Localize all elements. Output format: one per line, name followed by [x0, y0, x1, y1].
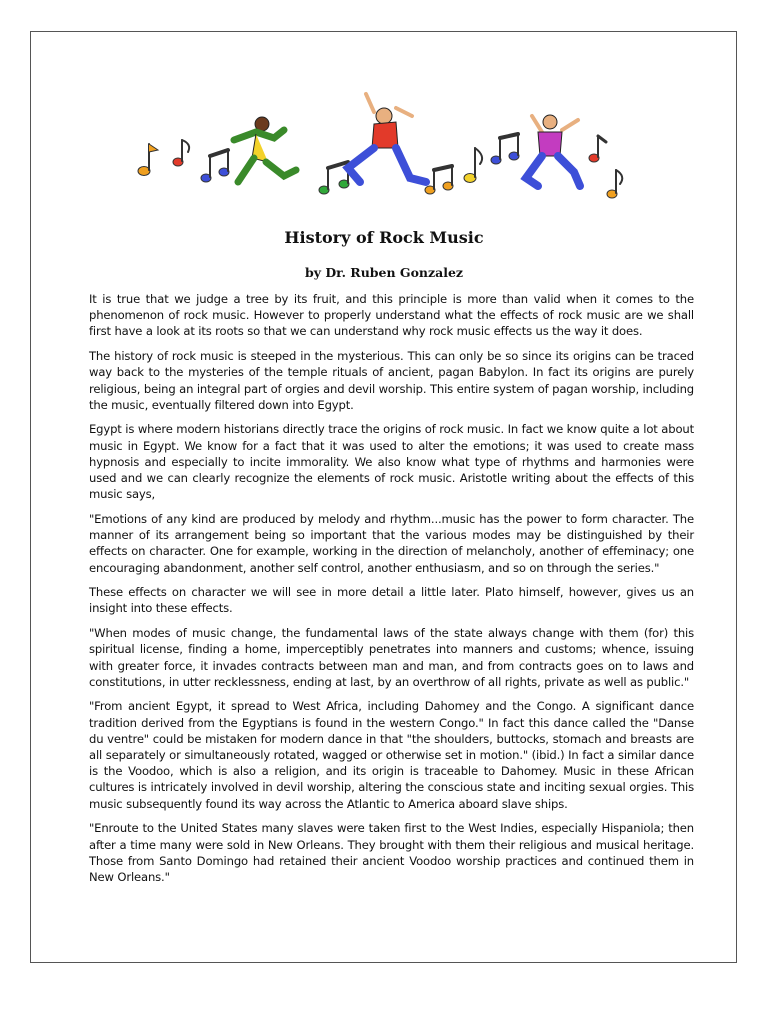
paragraph: These effects on character we will see in more detail a little later. Plato himself, however, gives us an insight into these effects. [89, 585, 694, 616]
document-body [89, 291, 694, 894]
paragraph: "Enroute to the United States many slaves were taken first to the West Indies, especially Hispaniola; then after a time many were sold in New Orleans. They brought with them their religious and musical heritage. Those from Santo Domingo had retained their ancient Voodoo worship practices and continued them in New Orleans." [89, 821, 694, 884]
paragraph: It is true that we judge a tree by its fruit, and this principle is more than valid when it comes to the phenomenon of rock music. However to properly understand what the effects of rock music are we shall first have a look at its roots so that we can understand why rock music effects us the way it does. [89, 292, 694, 339]
note-3 [201, 150, 229, 182]
note-1 [138, 144, 158, 176]
note-6 [464, 148, 482, 183]
note-2 [173, 140, 189, 166]
document-byline: by Dr. Ruben Gonzalez [304, 265, 464, 280]
dancer-2 [348, 94, 426, 182]
paragraph: The history of rock music is steeped in the mysterious. This can only be so since its origins can be traced way back to the mysteries of the temple rituals of ancient, pagan Babylon. In fact its origins are purely religious, being an integral part of orgies and devil worship. This entire system of pagan worship, including the music, eventually filtered down into Egypt. [89, 349, 694, 412]
paragraph: Egypt is where modern historians directly trace the origins of rock music. In fact we know quite a lot about music in Egypt. We know for a fact that it was used to alter the emotions; it was used to create mass hypnosis and especially to incite immorality. We also know what type of rhythms and harmonies were used and we can clearly recognize the elements of rock music. Aristotle writing about the effects of this music says, [89, 422, 694, 502]
note-9 [607, 170, 622, 198]
dancer-1 [234, 117, 296, 182]
note-7 [491, 134, 519, 164]
dancer-3 [526, 115, 580, 186]
paragraph: "When modes of music change, the fundamental laws of the state always change with them (for) this spiritual license, finding a home, imperceptibly penetrates into manners and customs; whence, issuing with greater force, it invades contracts between man and man, and from contracts goes on to laws and constitutions, in utter recklessness, ending at last, by an overthrow of all rights, private as well as public." [89, 626, 694, 689]
dancing-music-notes-icon [134, 86, 638, 202]
document-title: History of Rock Music [284, 228, 484, 247]
paragraph: "Emotions of any kind are produced by melody and rhythm...music has the power to form character. The manner of its arrangement being so important that the various modes may be distinguished by their effects on character. One for example, working in the direction of melancholy, another of effeminacy; one encouraging abandonment, another self control, another enthusiasm, and so on through the series." [89, 511, 694, 575]
note-8 [589, 136, 606, 162]
paragraph: "From ancient Egypt, it spread to West Africa, including Dahomey and the Congo. A significant dance tradition derived from the Egyptians is found in the western Congo." In fact this dance called the "Danse du ventre" could be mistaken for modern dance in that "the shoulders, buttocks, stomach and breasts are all separately or simultaneously rotated, wagged or otherwise set in motion." (ibid.) In fact a similar dance is the Voodoo, which is also a religion, and its origin is traceable to Dahomey. Music in these African cultures is intricately involved in devil worship, altering the conscious state and inciting sexual orgies. This music subsequently found its way across the Atlantic to America aboard slave ships. [89, 699, 694, 811]
